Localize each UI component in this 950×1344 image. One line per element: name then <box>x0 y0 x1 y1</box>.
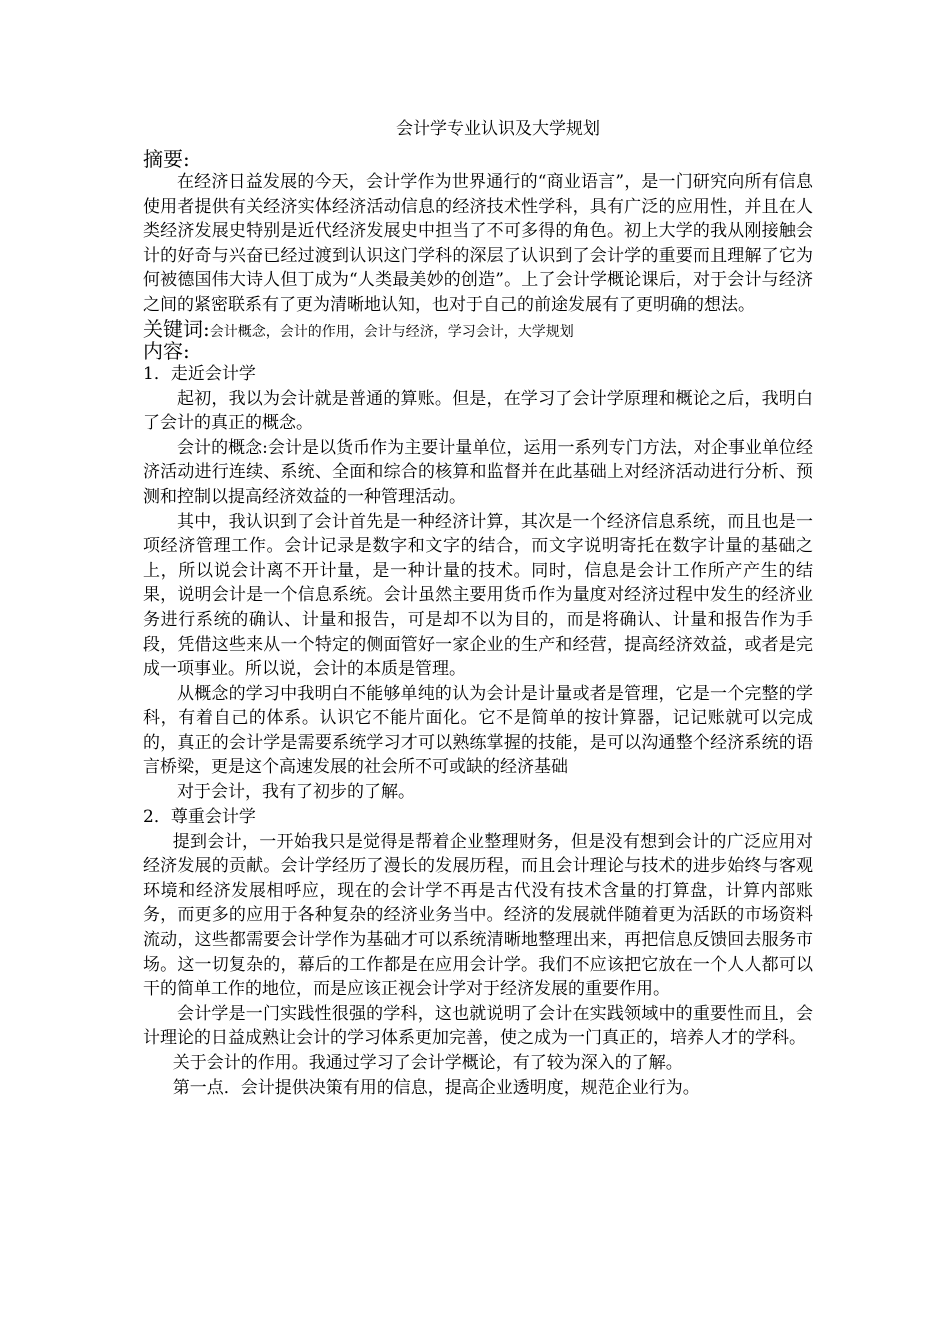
body-paragraph: 会计学是一门实践性很强的学科，这也就说明了会计在实践领域中的重要性而且，会计理论的日益成熟让会计的学习体系更加完善，使之成为一门真正的，培养人才的学科。 <box>143 1003 813 1049</box>
section-title: 1．走近会计学 <box>143 363 256 384</box>
keywords-line <box>143 318 813 340</box>
document-page <box>143 118 813 1100</box>
body-paragraph: 第一点．会计提供决策有用的信息，提高企业透明度，规范企业行为。 <box>172 1077 700 1098</box>
body-paragraph: 其中，我认识到了会计首先是一种经济计算，其次是一个经济信息系统，而且也是一项经济管理工作。会计记录是数字和文字的结合，而文字说明寄托在数字计量的基础之上，所以说会计离不开计量，是一种计量的技术。同时，信息是会计工作所产产生的结果，说明会计是一个信息系统。会计虽然主要用货币作为量度对经济过程中发生的经济业务进行系统的确认、计量和报告，可是却不以为目的，而是将确认、计量和报告作为手段，凭借这些来从一个特定的侧面管好一家企业的生产和经营，提高经济效益，或者是完成一项事业。所以说，会计的本质是管理。 <box>143 511 813 680</box>
document-title: 会计学专业认识及大学规划 <box>396 119 600 139</box>
body-paragraph: 对于会计，我有了初步的了解。 <box>177 782 415 803</box>
keywords-value: 会计概念，会计的作用，会计与经济，学习会计，大学规划 <box>209 323 574 340</box>
body-paragraph: 会计的概念:会计是以货币作为主要计量单位，运用一系列专门方法，对企事业单位经济活动进行连续、系统、全面和综合的核算和监督并在此基础上对经济活动进行分析、预测和控制以提高经济效益的一种管理活动。 <box>143 437 813 507</box>
body-paragraph: 提到会计，一开始我只是觉得是帮着企业整理财务，但是没有想到会计的广泛应用对经济发展的贡献。会计学经历了漫长的发展历程，而且会计理论与技术的进步始终与客观环境和经济发展相呼应，现在的会计学不再是古代没有技术含量的打算盘，计算内部账务，而更多的应用于各种复杂的经济业务当中。经济的发展就伴随着更为活跃的市场资料流动，这些都需要会计学作为基础才可以系统清晰地整理出来，再把信息反馈回去服务市场。这一切复杂的，幕后的工作都是在应用会计学。我们不应该把它放在一个人人都可以干的简单工作的地位，而是应该正视会计学对于经济发展的重要作用。 <box>143 831 813 1000</box>
keywords-label: 关键词: <box>143 316 210 341</box>
body-paragraph: 从概念的学习中我明白不能够单纯的认为会计是计量或者是管理，它是一个完整的学科，有着自己的体系。认识它不能片面化。它不是简单的按计算器，记记账就可以完成的，真正的会计学是需要系统学习才可以熟练掌握的技能，是可以沟通整个经济系统的语言桥梁，更是这个高速发展的社会所不可或缺的经济基础 <box>143 683 813 778</box>
content-heading: 内容: <box>143 338 190 363</box>
abstract-heading: 摘要: <box>143 147 190 171</box>
abstract-paragraph: 在经济日益发展的今天，会计学作为世界通行的“商业语言”，是一门研究向所有信息使用者提供有关经济实体经济活动信息的经济技术性学科，具有广泛的应用性，并且在人类经济发展史特别是近代经济发展史中担当了不可多得的角色。初上大学的我从刚接触会计的好奇与兴奋已经过渡到认识这门学科的深层了认识到了会计学的重要而且理解了它为何被德国伟大诗人但丁成为“人类最美妙的创造”。上了会计学概论课后，对于会计与经济之间的紧密联系有了更为清晰地认知，也对于自己的前途发展有了更明确的想法。 <box>143 172 813 315</box>
body-paragraph: 起初，我以为会计就是普通的算账。但是，在学习了会计学原理和概论之后，我明白了会计的真正的概念。 <box>143 388 813 434</box>
body-paragraph: 关于会计的作用。我通过学习了会计学概论，有了较为深入的了解。 <box>172 1053 683 1073</box>
section-title: 2．尊重会计学 <box>143 806 256 827</box>
